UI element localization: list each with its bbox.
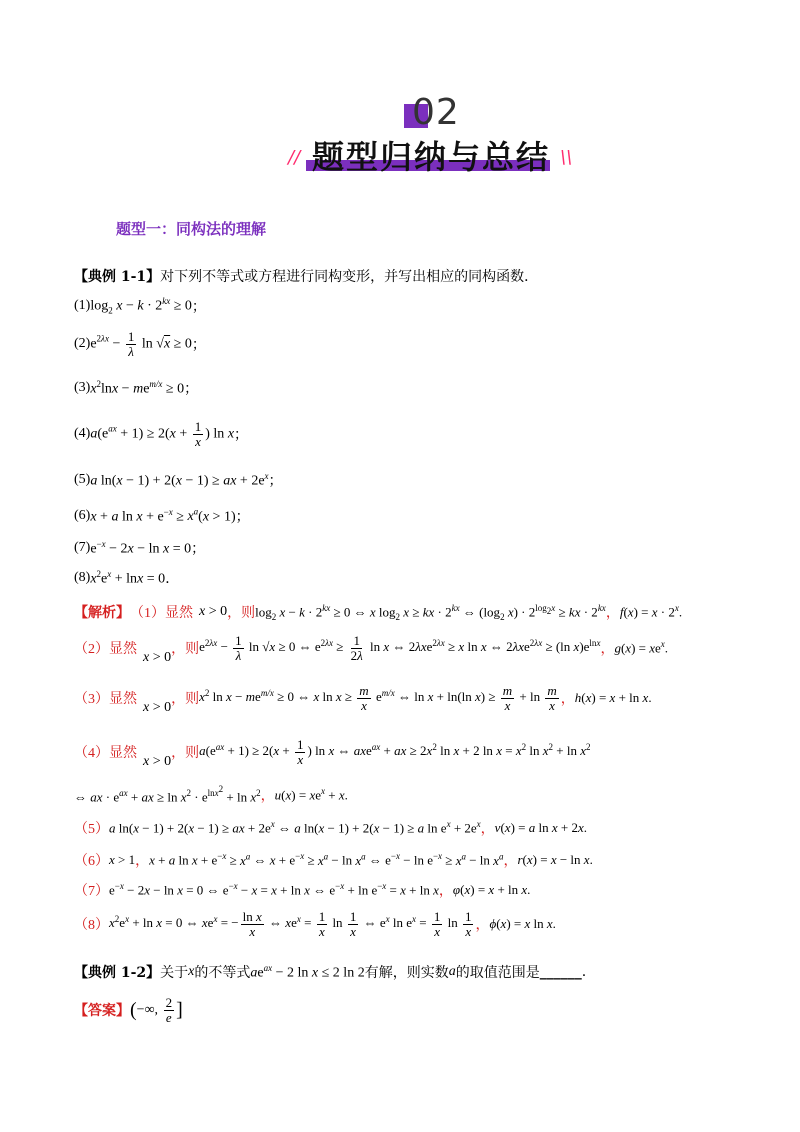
example2-tag: 【典例 1-2】 [74,965,161,981]
solution-6-formula: x + a $\ln x + e^{-x} \ge x^a$ ⇔ $x + e^{-x} \ge x^a - \ln x^a$ ⇔ $e^{-x} - \ln e^{-x} \ge x^a - \ln x^a$ [149,851,504,868]
solution-5 [74,818,587,838]
solution-4 [74,737,591,770]
example2-end: . [581,964,587,980]
item-semicolon: ； [268,474,283,489]
solution-6-condition: x > 1 [109,852,136,867]
item-3-formula: $x^2\ln x - me^{m/x} \ge 0$ [90,378,185,397]
example2-heading [74,962,586,982]
solution-step-label: （8） [74,918,109,934]
example2-var: x [188,964,195,979]
header-number: 02 [412,92,460,133]
item-5 [74,470,283,490]
item-semicolon: ； [235,510,250,525]
solution-comma: ， [438,884,453,899]
item-6-formula: x + a $\ln x + e^{-x} \ge x^a(x > 1)$ [90,506,236,525]
solution-condition: x > 0 [143,700,172,716]
solution-8-function: ϕ(x) = x ln x. [489,916,556,932]
solution-comma: ， [475,918,490,934]
item-1 [74,296,206,316]
item-4-formula: $a(e^{ax} + 1) \ge 2(x$ + $\frac{1}{x}$ ) ln x [90,419,235,449]
item-number: (2) [74,336,91,352]
item-5-formula: a ln(x − 1) + 2(x − 1) ≥ ax + $2e^x$ [90,470,269,489]
item-number: (1) [74,298,91,313]
solution-then: ，则 [227,606,256,621]
item-3 [74,378,198,398]
header-title: 题型归纳与总结 [312,138,551,176]
item-number: (6) [74,508,91,523]
solution-step-label: （7） [74,884,109,899]
item-semicolon: ； [184,382,199,397]
solution-comma: ， [600,642,615,658]
solution-2 [74,633,669,666]
example1-text: 对下列不等式或方程进行同构变形，并写出相应的同构函数． [160,269,539,285]
item-7 [74,538,205,558]
example2-text-a: 关于 [160,965,189,981]
solution-comma: ， [605,606,620,621]
solution-step-label: （1）显然 [130,606,193,621]
solution-3-function: h(x) = x + ln x. [574,690,652,706]
answer-interval: ( [130,998,137,1021]
example2-inequality: $ae^{ax} - 2$ ln x ≤ 2 ln 2 [250,962,365,981]
item-7-formula: $e^{-x} - 2x - \ln x = 0$ [90,538,192,557]
solution-step-label: （5） [74,822,109,837]
solution-then: ，则 [171,642,200,658]
solution-5-function: v(x) = a ln x + 2x. [494,820,588,835]
solution-3-formula: $x^2$ $\ln x - me^{m/x} \ge 0$ ⇔ x ln x ≥ $\frac{m}{x}$ $e^{m/x}$ ⇔ ln x + ln(ln x) ≥ $\frac{m}{x}$ + ln $\frac{m}{x}$ [199,683,557,713]
solution-condition: x > 0 [199,604,228,619]
solution-condition: x > 0 [143,754,172,770]
solution-comma: ， [480,822,495,837]
item-1-formula: $\log_2 x - k \cdot 2^{kx} \ge 0$ [90,296,192,316]
item-number: (8) [74,570,91,585]
solution-comma: ， [560,692,575,708]
solution-3 [74,683,652,716]
solution-step-label: （3）显然 [74,692,137,708]
example1-tag: 【典例 1-1】 [74,269,161,285]
solution-4b [74,784,348,805]
item-6 [74,506,250,526]
solution-1-function: $f(x) = x \cdot 2^x$. [619,603,683,620]
item-2-formula: $e^{2\lambda x}$ − $\frac{1}{\lambda}$ ln √x ≥ 0 [90,329,192,359]
solution-7 [74,880,530,900]
solution-step-label: （6） [74,854,109,869]
solution-5-formula: a ln(x − 1) + 2(x − 1) ≥ ax + $2e^x$ ⇔ a ln(x − 1) + 2(x − 1) ≥ a $\ln e^x + 2e^x$ [109,819,481,836]
item-4 [74,420,248,448]
item-number: (5) [74,472,91,487]
solution-2-function: $g(x) = xe^x$. [614,639,669,656]
example2-text-b: 的不等式 [194,965,251,981]
item-number: (3) [74,380,91,395]
example2-text-d: 的取值范围是 [455,965,540,981]
solution-then: ，则 [171,692,200,708]
solution-comma: ， [260,788,275,804]
solution-6 [74,850,593,870]
solution-tag: 【解析】 [74,606,130,621]
solution-8 [74,910,556,938]
solution-2-formula: $e^{2\lambda x}$ − $\frac{1}{\lambda}$ ln √x ≥ 0 ⇔ $e^{2\lambda x}$ ≥ $\frac{1}{2\lambda}$ ln x ⇔ 2λxe$^{2\lambda x}$ ≥ x ln x ⇔ 2λxe$^{2\lambda x}$ ≥ (ln $x)e^{lnx}$ [199,633,601,663]
solution-7-function: φ(x) = x + ln x. [452,882,531,897]
item-number: (7) [74,540,91,555]
example1-heading [74,266,538,286]
header-deco-left: // [288,147,301,168]
section-title: 题型一：同构法的理解 [116,220,267,238]
example2-text-c: 有解，则实数 [364,965,449,981]
solution-comma: ， [135,854,150,869]
item-semicolon: ； [191,338,206,354]
solution-step-label: （2）显然 [74,642,137,658]
solution-step-label: （4）显然 [74,746,137,762]
answer-interval-inner: −∞, $\frac{2}{e}$ [136,995,173,1025]
answer-interval-close: ] [176,998,183,1021]
solution-4b-formula: ⇔ ax · $e^{ax}$ + ax ≥ $\ln x^2 \cdot e^{lnx^2} + \ln x^2$ [74,784,261,805]
solution-8-formula: $x^2e^x + \ln x = 0$ ⇔ $xe^x$ = − $\frac{\text{ln x}}{x}$ ⇔ $xe^x$ = $\frac{1}{x}$ ln $\frac{1}{x}$ ⇔ $e^x$ $\ln e^x$ = $\frac{1}{x}$ ln $\frac{1}{x}$ [109,909,472,939]
header-deco-right: \\ [560,147,573,168]
answer-tag: 【答案】 [74,1004,130,1020]
example2-blank: ______ [539,964,582,980]
item-semicolon: ； [234,428,249,444]
item-number: (4) [74,426,91,442]
item-period: ． [165,572,180,587]
solution-1 [74,602,682,622]
solution-condition: x > 0 [143,650,172,666]
example2-param: a [448,964,456,979]
item-8 [74,568,179,588]
solution-6-function: r(x) = x − ln x. [517,852,593,867]
answer-line [74,996,183,1024]
solution-4-formula: $a(e^{ax} + 1) \ge 2(x$ + $\frac{1}{x}$ ) ln x ⇔ axe$^{ax}$ + ax ≥ $2x^2$ ln x + 2 $\ln x = x^2$ $\ln x^2 + \ln x^2$ [199,737,591,767]
solution-7-formula: $e^{-x} - 2x - \ln x = 0$ ⇔ $e^{-x} - x = x + \ln x$ ⇔ $e^{-x} + \ln e^{-x} = x + \ln x$ [109,881,439,898]
solution-then: ，则 [171,746,200,762]
solution-comma: ， [503,854,518,869]
item-semicolon: ； [191,300,206,315]
solution-1-formula: $\log_2 x - k \cdot 2^{kx} \ge 0$ ⇔ x $\log_2 x$ ≥ kx · $2^{kx}$ ⇔ ($\log_2$ $x) \cdot 2^{log_2x}$ ≥ kx · $2^{kx}$ [255,602,606,622]
solution-4-function: $u(x) = xe^x + x$. [274,786,348,803]
item-8-formula: $x^2e^x + \ln x = 0$ [90,568,166,587]
item-semicolon: ； [191,542,206,557]
item-2 [74,330,206,358]
